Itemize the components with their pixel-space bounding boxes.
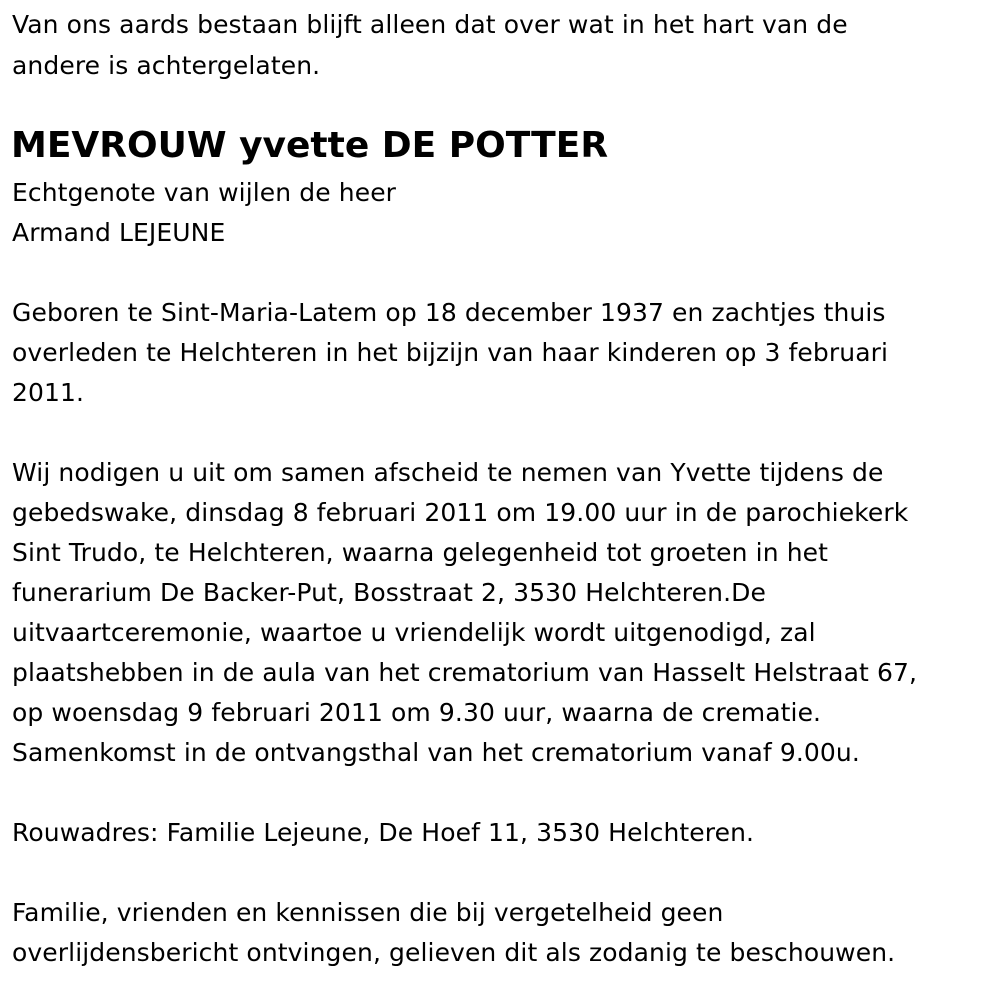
- quote-line: Van ons aards bestaan blijft alleen dat over wat in het hart van de: [12, 10, 848, 39]
- quote-line: andere is achtergelaten.: [12, 51, 321, 80]
- invitation-line: plaatshebben in de aula van het crematorium van Hasselt Helstraat 67,: [12, 658, 918, 687]
- notice-line: overlijdensbericht ontvingen, gelieven dit als zodanig te beschouwen.: [12, 938, 896, 967]
- deceased-name: MEVROUW yvette DE POTTER: [11, 125, 609, 166]
- invitation-line: Wij nodigen u uit om samen afscheid te nemen van Yvette tijdens de: [12, 458, 884, 487]
- invitation-line: op woensdag 9 februari 2011 om 9.30 uur, waarna de crematie.: [12, 698, 822, 727]
- invitation-line: funerarium De Backer-Put, Bosstraat 2, 3530 Helchteren.De: [12, 578, 766, 607]
- spouse-line: Armand LEJEUNE: [12, 218, 226, 247]
- notice-line: Familie, vrienden en kennissen die bij vergetelheid geen: [12, 898, 724, 927]
- birth-death-line: overleden te Helchteren in het bijzijn van haar kinderen op 3 februari: [12, 338, 889, 367]
- spouse-line: Echtgenote van wijlen de heer: [12, 178, 397, 207]
- mourning-address: Rouwadres: Familie Lejeune, De Hoef 11, 3530 Helchteren.: [12, 818, 755, 847]
- birth-death-line: Geboren te Sint-Maria-Latem op 18 december 1937 en zachtjes thuis: [12, 298, 886, 327]
- invitation-line: Sint Trudo, te Helchteren, waarna gelegenheid tot groeten in het: [12, 538, 829, 567]
- birth-death-line: 2011.: [12, 378, 85, 407]
- invitation-line: uitvaartceremonie, waartoe u vriendelijk wordt uitgenodigd, zal: [12, 618, 816, 647]
- invitation-line: Samenkomst in de ontvangsthal van het crematorium vanaf 9.00u.: [12, 738, 860, 767]
- invitation-line: gebedswake, dinsdag 8 februari 2011 om 19.00 uur in de parochiekerk: [12, 498, 909, 527]
